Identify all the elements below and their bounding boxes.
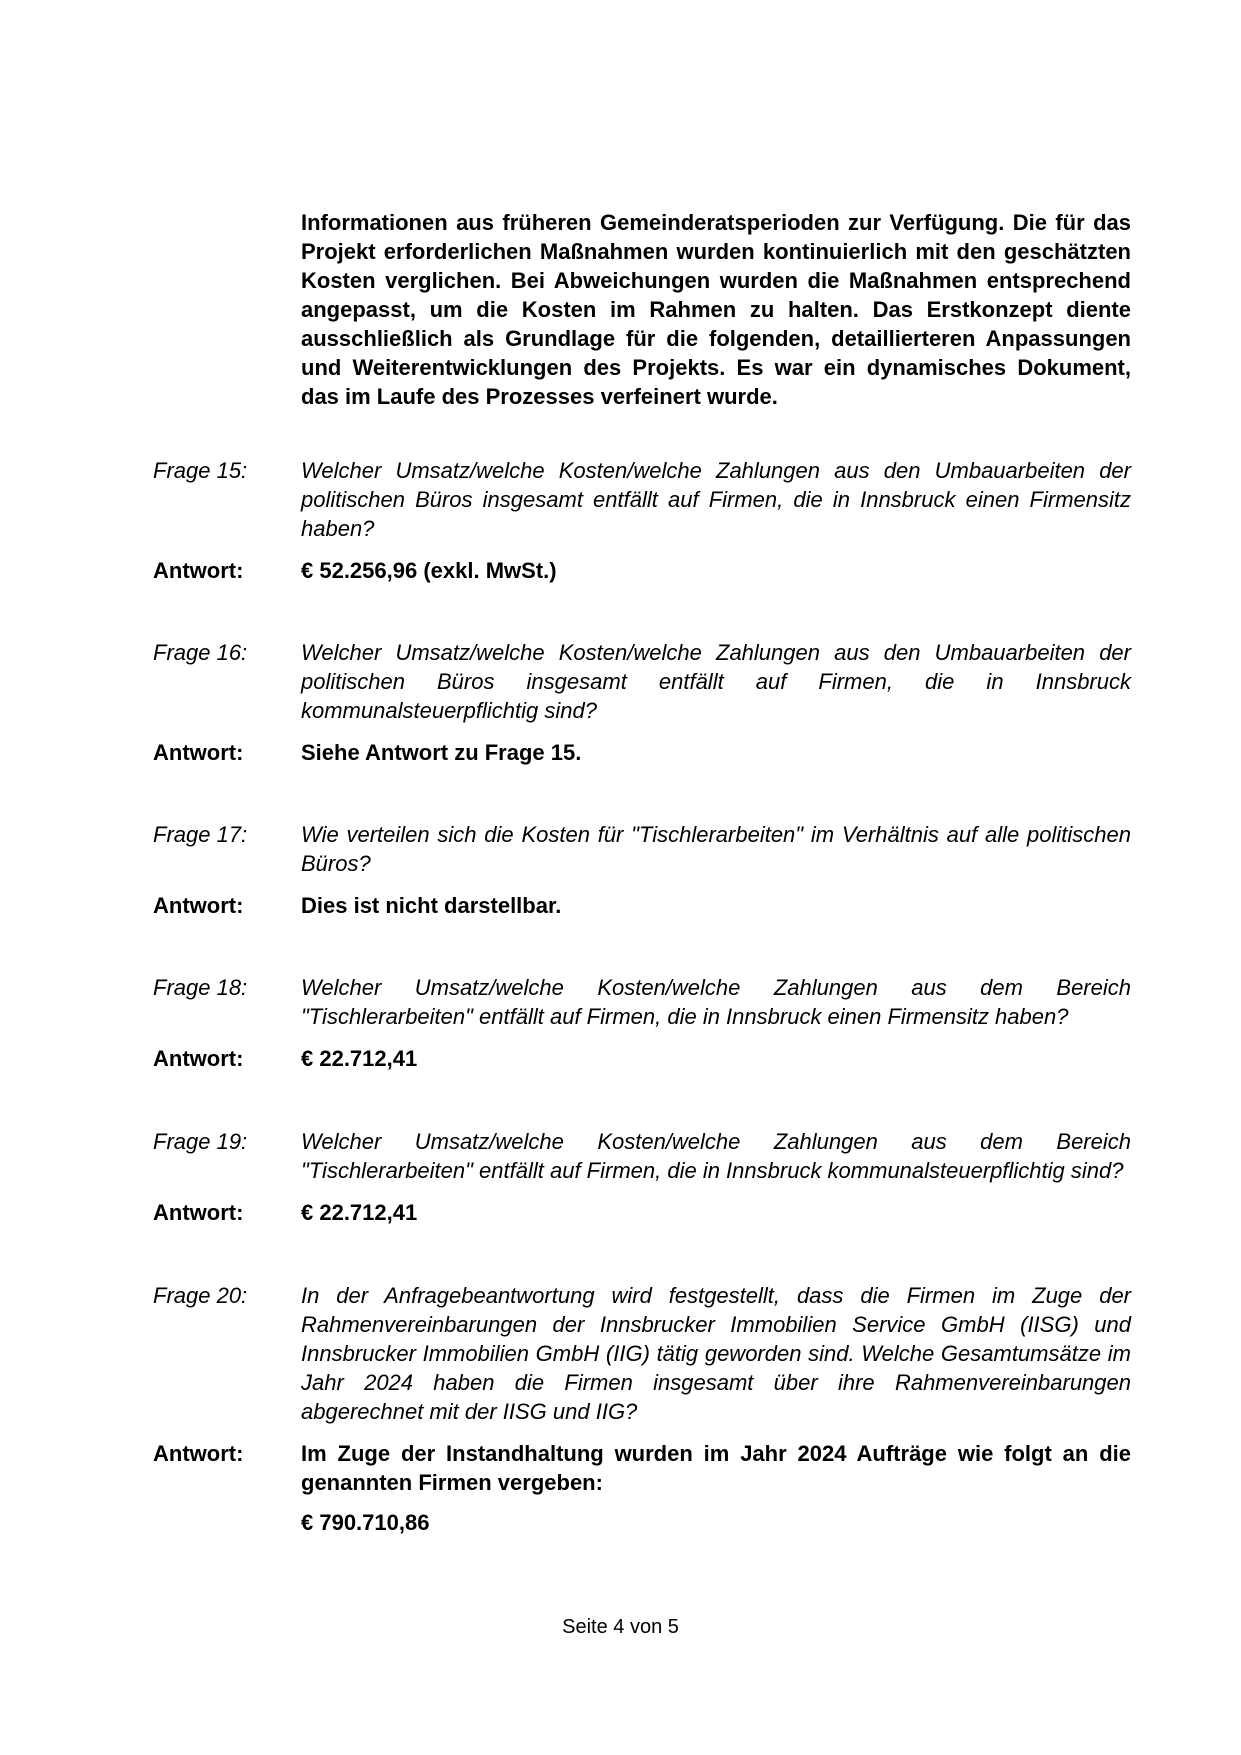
question-label: Frage 18: <box>153 975 248 1000</box>
qa-block-17 <box>153 820 1131 920</box>
question-label: Frage 19: <box>153 1129 248 1154</box>
answer-label: Antwort: <box>153 740 244 765</box>
answer-text: € 52.256,96 (exkl. MwSt.) <box>301 558 557 583</box>
answer-row <box>153 556 1131 585</box>
qa-block-16 <box>153 638 1131 767</box>
question-row <box>153 638 1131 725</box>
question-row <box>153 973 1131 1031</box>
question-row <box>153 1127 1131 1185</box>
answer-row <box>153 1439 1131 1497</box>
answer-text: Dies ist nicht darstellbar. <box>301 893 562 918</box>
question-text: Welcher Umsatz/welche Kosten/welche Zahlungen aus dem Bereich "Tischlerarbeiten" entfällt auf Firmen, die in Innsbruck einen Firmensitz haben? <box>301 975 1131 1029</box>
answer-text: € 22.712,41 <box>301 1046 418 1071</box>
answer-row <box>153 1198 1131 1227</box>
qa-block-18 <box>153 973 1131 1073</box>
question-row <box>153 820 1131 878</box>
question-row <box>153 1281 1131 1426</box>
question-label: Frage 17: <box>153 822 248 847</box>
answer-text: € 22.712,41 <box>301 1200 418 1225</box>
answer-label: Antwort: <box>153 558 244 583</box>
answer-label: Antwort: <box>153 1441 244 1466</box>
answer-row <box>153 1044 1131 1073</box>
question-row <box>153 456 1131 543</box>
question-text: Wie verteilen sich die Kosten für "Tischlerarbeiten" im Verhältnis auf alle politischen Büros? <box>301 822 1131 876</box>
qa-block-19 <box>153 1127 1131 1227</box>
question-label: Frage 15: <box>153 458 248 483</box>
intro-paragraph: Informationen aus früheren Gemeinderatsperioden zur Verfügung. Die für das Projekt erforderlichen Maßnahmen wurden kontinuierlich mit den geschätzten Kosten verglichen. Bei Abweichungen wurden die Maßnahmen entsprechend angepasst, um die Kosten im Rahmen zu halten. Das Erstkonzept diente ausschließlich als Grundlage für die folgenden, detaillierteren Anpassungen und Weiterentwicklungen des Projekts. Es war ein dynamisches Dokument, das im Laufe des Prozesses verfeinert wurde. <box>301 210 1131 409</box>
question-label: Frage 16: <box>153 640 248 665</box>
answer-label: Antwort: <box>153 1046 244 1071</box>
question-label: Frage 20: <box>153 1283 248 1308</box>
answer-amount: € 790.710,86 <box>301 1510 430 1535</box>
answer-row <box>153 738 1131 767</box>
qa-block-20 <box>153 1281 1131 1537</box>
page-number-footer: Seite 4 von 5 <box>562 1616 679 1638</box>
answer-text: Siehe Antwort zu Frage 15. <box>301 740 582 765</box>
answer-text: Im Zuge der Instandhaltung wurden im Jahr 2024 Aufträge wie folgt an die genannten Firmen vergeben: <box>301 1441 1131 1495</box>
question-text: Welcher Umsatz/welche Kosten/welche Zahlungen aus dem Bereich "Tischlerarbeiten" entfällt auf Firmen, die in Innsbruck kommunalsteuerpflichtig sind? <box>301 1129 1131 1183</box>
question-text: In der Anfragebeantwortung wird festgestellt, dass die Firmen im Zuge der Rahmenvereinbarungen der Innsbrucker Immobilien Service GmbH (IISG) und Innsbrucker Immobilien GmbH (IIG) tätig geworden sind. Welche Gesamtumsätze im Jahr 2024 haben die Firmen insgesamt über ihre Rahmenvereinbarungen abgerechnet mit der IISG und IIG? <box>301 1283 1131 1424</box>
qa-block-15 <box>153 456 1131 585</box>
question-text: Welcher Umsatz/welche Kosten/welche Zahlungen aus den Umbauarbeiten der politischen Büros insgesamt entfällt auf Firmen, die in Innsbruck einen Firmensitz haben? <box>301 458 1131 541</box>
answer-label: Antwort: <box>153 1200 244 1225</box>
answer-label: Antwort: <box>153 893 244 918</box>
answer-row <box>153 891 1131 920</box>
question-text: Welcher Umsatz/welche Kosten/welche Zahlungen aus den Umbauarbeiten der politischen Büros insgesamt entfällt auf Firmen, die in Innsbruck kommunalsteuerpflichtig sind? <box>301 640 1131 723</box>
